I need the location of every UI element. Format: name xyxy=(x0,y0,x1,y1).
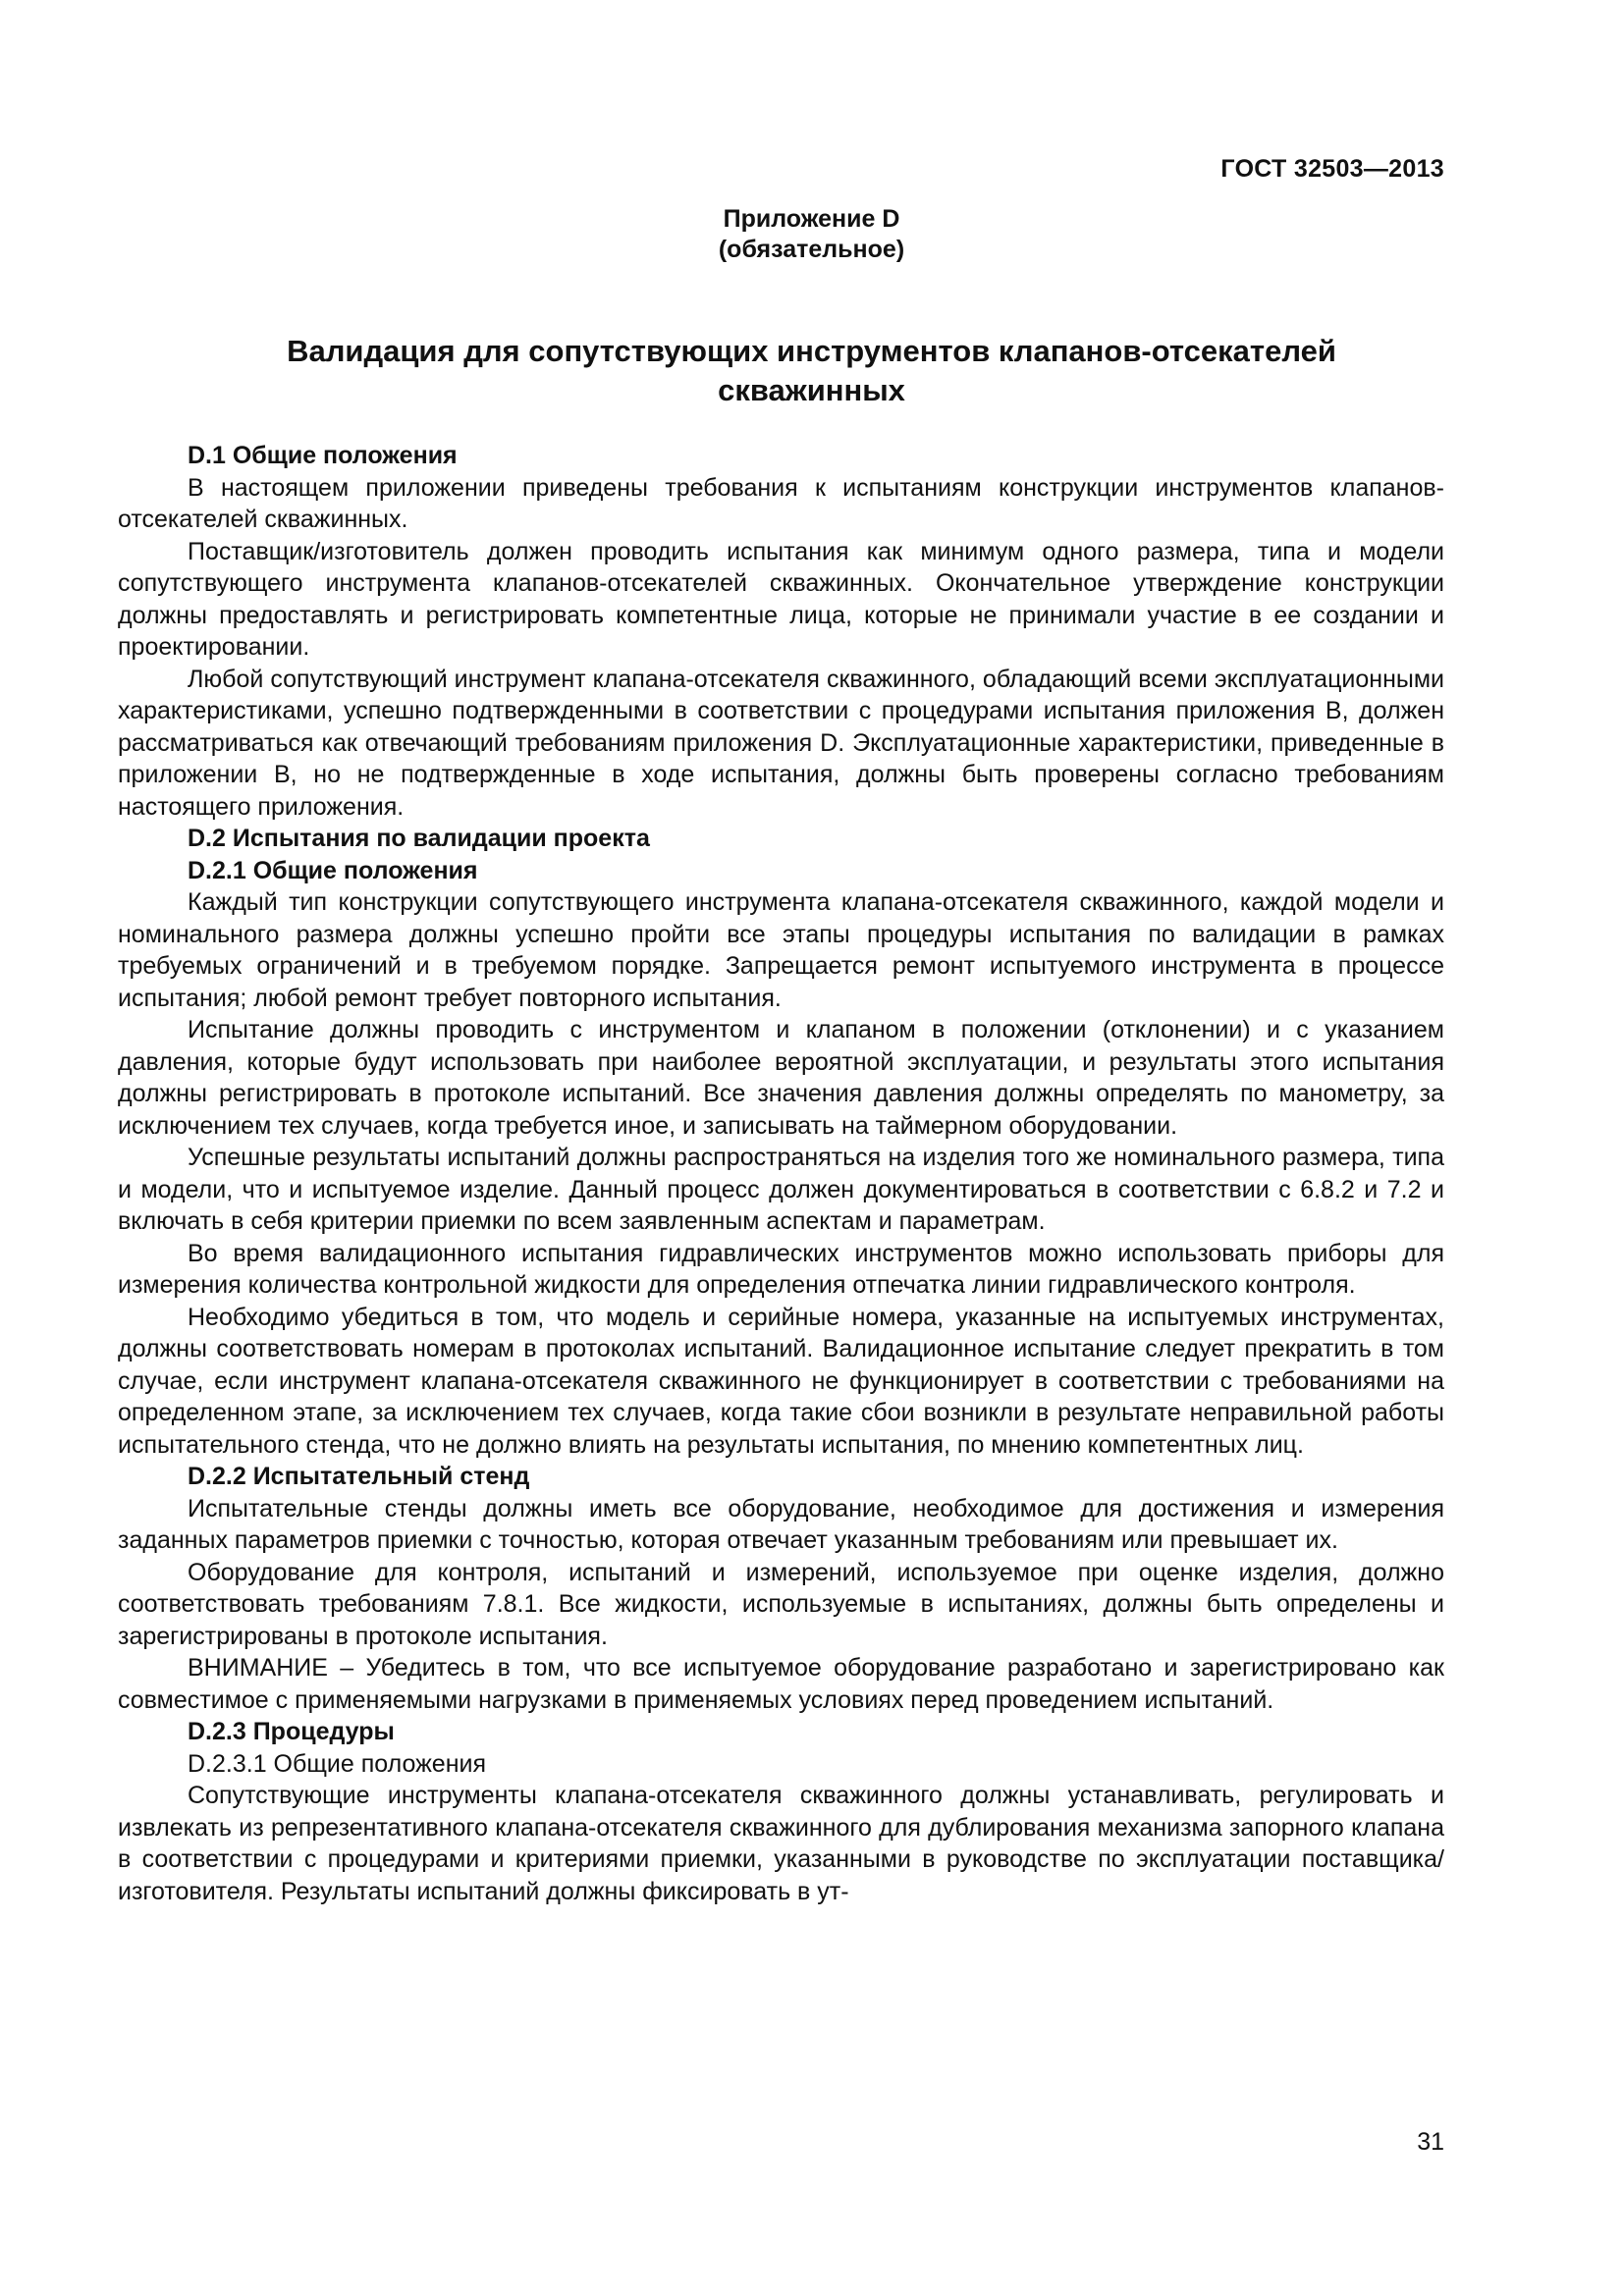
paragraph: Необходимо убедиться в том, что модель и серийные номера, указанные на испытуемых инструментах, должны соответствовать номерам в протоколах испытаний. Валидационное испытание следует прекратить в том случае, если инструмент клапана-отсекателя скважинного не функционирует в соответствии с требованиями на определенном этапе, за исключением тех случаев, когда такие сбои возникли в результате неправильной работы испытательного стенда, что не должно влиять на результаты испытания, по мнению компетентных лиц. xyxy=(118,1303,1444,1459)
section-heading-d1: D.1 Общие положения xyxy=(188,442,458,469)
standard-code: ГОСТ 32503—2013 xyxy=(1220,155,1444,183)
section-heading-d2-3: D.2.3 Процедуры xyxy=(188,1718,395,1745)
section-heading-d2-2: D.2.2 Испытательный стенд xyxy=(188,1463,530,1490)
paragraph: Испытательные стенды должны иметь все оборудование, необходимое для достижения и измерения заданных параметров приемки с точностью, которая отвечает указанным требованиям или превышает их. xyxy=(118,1494,1444,1554)
paragraph: В настоящем приложении приведены требования к испытаниям конструкции инструментов клапанов-отсекателей скважинных. xyxy=(118,473,1444,533)
paragraph: Оборудование для контроля, испытаний и измерений, используемое при оценке изделия, должно соответствовать требованиям 7.8.1. Все жидкости, используемые в испытаниях, должны быть определены и зарегистрированы в протоколе испытания. xyxy=(118,1558,1444,1650)
section-heading-d2-1: D.2.1 Общие положения xyxy=(188,856,478,884)
annex-heading xyxy=(0,204,1623,265)
title-line-1: Валидация для сопутствующих инструментов клапанов-отсекателей xyxy=(287,334,1336,368)
paragraph: Поставщик/изготовитель должен проводить испытания как минимум одного размера, типа и модели сопутствующего инструмента клапанов-отсекателей скважинных. Окончательное утверждение конструкции должны предоставлять и регистрировать компетентные лица, которые не принимали участие в ее создании и проектировании. xyxy=(118,537,1444,661)
body-text xyxy=(118,440,1444,1907)
paragraph: Любой сопутствующий инструмент клапана-отсекателя скважинного, обладающий всеми эксплуатационными характеристиками, успешно подтвержденными в соответствии с процедурами испытания приложения B, должен рассматриваться как отвечающий требованиям приложения D. Эксплуатационные характеристики, приведенные в приложении B, но не подтвержденные в ходе испытания, должны быть проверены согласно требованиям настоящего приложения. xyxy=(118,665,1444,821)
paragraph: Сопутствующие инструменты клапана-отсекателя скважинного должны устанавливать, регулировать и извлекать из репрезентативного клапана-отсекателя скважинного для дублирования механизма запорного клапана в соответствии с процедурами и критериями приемки, указанными в руководстве по эксплуатации поставщика/изготовителя. Результаты испытаний должны фиксировать в ут- xyxy=(118,1782,1444,1905)
warning-paragraph: ВНИМАНИЕ – Убедитесь в том, что все испытуемое оборудование разработано и зарегистрировано как совместимое с применяемыми нагрузками в применяемых условиях перед проведением испытаний. xyxy=(118,1654,1444,1714)
paragraph: Во время валидационного испытания гидравлических инструментов можно использовать приборы для измерения количества контрольной жидкости для определения отпечатка линии гидравлического контроля. xyxy=(118,1239,1444,1299)
subsection-heading-d2-3-1: D.2.3.1 Общие положения xyxy=(188,1749,487,1778)
paragraph: Каждый тип конструкции сопутствующего инструмента клапана-отсекателя скважинного, каждой модели и номинального размера должны успешно пройти все этапы процедуры испытания по валидации в рамках требуемых ограничений и в требуемом порядке. Запрещается ремонт испытуемого инструмента в процессе испытания; любой ремонт требует повторного испытания. xyxy=(118,888,1444,1012)
document-title xyxy=(0,332,1623,410)
paragraph: Испытание должны проводить с инструментом и клапаном в положении (отклонении) и с указанием давления, которые будут использовать при наиболее вероятной эксплуатации, и результаты этого испытания должны регистрировать в протоколе испытаний. Все значения давления должны определять по манометру, за исключением тех случаев, когда требуется иное, и записывать на таймерном оборудовании. xyxy=(118,1016,1444,1140)
annex-label: Приложение D xyxy=(723,205,900,233)
title-line-2: скважинных xyxy=(718,373,905,407)
paragraph: Успешные результаты испытаний должны распространяться на изделия того же номинального размера, типа и модели, что и испытуемое изделие. Данный процесс должен документироваться в соответствии с 6.8.2 и 7.2 и включать в себя критерии приемки по всем заявленным аспектам и параметрам. xyxy=(118,1144,1444,1235)
section-heading-d2: D.2 Испытания по валидации проекта xyxy=(188,825,650,852)
page-number: 31 xyxy=(1417,2128,1444,2156)
annex-status: (обязательное) xyxy=(718,236,905,263)
